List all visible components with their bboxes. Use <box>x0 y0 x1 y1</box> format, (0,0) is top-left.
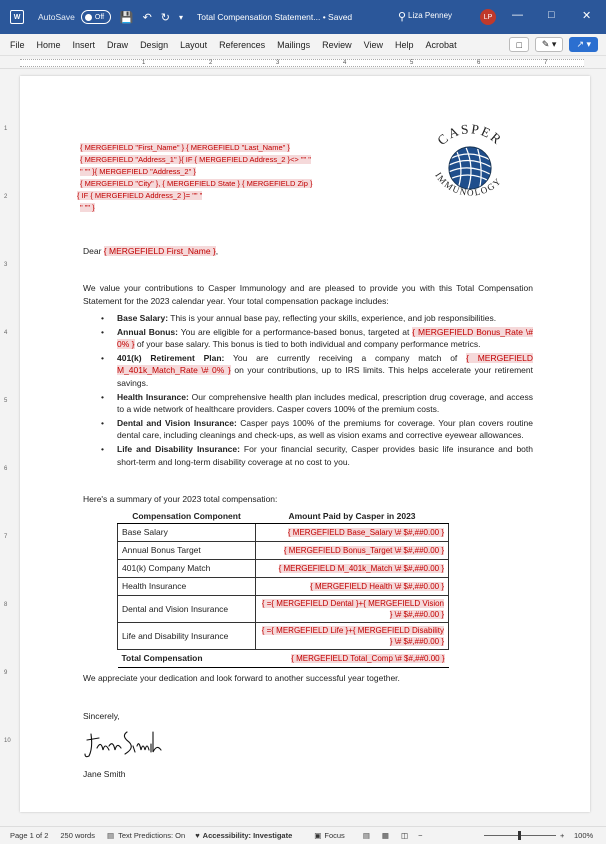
ruler-number: 7 <box>544 60 548 66</box>
page-count[interactable]: Page 1 of 2 <box>10 831 49 840</box>
table-row[interactable] <box>118 577 449 595</box>
list-item-text: This is your annual base pay, reflecting your skills, experience, and job responsibilities. <box>168 313 497 323</box>
vertical-ruler[interactable] <box>4 76 14 816</box>
zoom-out-icon[interactable]: − <box>418 831 423 840</box>
title-bar <box>0 0 606 34</box>
web-layout-icon[interactable]: ◫ <box>401 831 409 840</box>
status-bar <box>0 826 606 844</box>
zoom-slider-thumb[interactable] <box>518 831 521 840</box>
column-header: Amount Paid by Casper in 2023 <box>256 510 449 523</box>
customize-toolbar-icon[interactable]: ▾ <box>179 12 184 22</box>
close-icon[interactable]: ✕ <box>582 10 592 22</box>
signature-image <box>83 726 163 760</box>
bullet-icon: • <box>101 313 104 323</box>
column-header: Compensation Component <box>118 510 256 523</box>
tab-layout[interactable]: Layout <box>180 39 208 50</box>
share-button[interactable] <box>569 37 598 52</box>
list-item-text: For your financial security, Casper provides basic life insurance and both short-term and long-term disability coverage at no cost to you. <box>117 443 533 467</box>
ruler-number: 4 <box>4 330 8 336</box>
horizontal-ruler[interactable] <box>0 57 606 69</box>
component-cell[interactable]: Life and Disability Insurance <box>118 622 256 649</box>
amount-cell[interactable] <box>256 595 449 622</box>
zoom-level[interactable]: 100% <box>574 831 594 840</box>
component-cell[interactable]: Health Insurance <box>118 577 256 595</box>
tab-references[interactable]: References <box>219 39 266 50</box>
bullet-icon: • <box>101 417 104 428</box>
amount-cell[interactable] <box>256 559 449 577</box>
user-name[interactable]: Liza Penney <box>408 11 453 20</box>
share-icon: ↗ ▾ <box>576 39 591 49</box>
predictions-icon: ▤ <box>106 831 115 840</box>
amount-cell[interactable] <box>256 577 449 595</box>
zoom-in-icon[interactable]: + <box>560 831 565 840</box>
intro-paragraph[interactable]: We value your contributions to Casper Immunology and are pleased to provide you with this Total Compensation Statement for the 2023 calendar year. Your total compensation package includes: <box>83 283 533 306</box>
avatar[interactable]: LP <box>480 9 496 25</box>
minimize-icon[interactable]: — <box>512 9 523 21</box>
ruler-number: 1 <box>142 60 146 66</box>
accessibility-icon: ♥ <box>195 831 200 840</box>
ruler-number: 7 <box>4 534 8 540</box>
table-row[interactable] <box>118 622 449 649</box>
table-row[interactable] <box>118 595 449 622</box>
component-cell[interactable]: Dental and Vision Insurance <box>118 595 256 622</box>
tab-file[interactable]: File <box>10 39 25 50</box>
document-page[interactable] <box>20 76 590 812</box>
amount-cell[interactable] <box>256 622 449 649</box>
salutation-text: Dear <box>83 246 104 256</box>
merge-field[interactable]: { MERGEFIELD Base_Salary \# $#,##0.00 } <box>287 527 444 537</box>
word-icon[interactable]: W <box>10 10 24 24</box>
merge-field[interactable]: { MERGEFIELD "City" }, { MERGEFIELD State } { MERGEFIELD Zip } <box>80 179 313 188</box>
merge-field[interactable]: { MERGEFIELD Total_Comp \# $#,##0.00 } <box>291 653 445 663</box>
ruler-number: 4 <box>343 60 347 66</box>
benefits-list[interactable] <box>83 312 533 469</box>
amount-cell[interactable] <box>256 523 449 541</box>
total-label[interactable]: Total Compensation <box>118 649 256 667</box>
address-block[interactable] <box>77 142 360 214</box>
editing-button[interactable] <box>535 37 564 52</box>
autosave-toggle[interactable] <box>81 10 111 24</box>
focus-icon: ▣ <box>314 831 322 840</box>
tab-mailings[interactable]: Mailings <box>277 39 311 50</box>
compensation-table[interactable] <box>117 510 449 668</box>
accessibility-status[interactable]: Accessibility: Investigate <box>202 831 293 840</box>
redo-icon[interactable]: ↻ <box>160 11 171 24</box>
list-item-title: Life and Disability Insurance: <box>117 443 240 454</box>
autosave-label: AutoSave <box>38 12 75 22</box>
tab-insert[interactable]: Insert <box>72 39 96 50</box>
list-item[interactable] <box>83 326 533 351</box>
list-item[interactable] <box>83 312 533 325</box>
total-amount-cell[interactable] <box>256 649 449 667</box>
bullet-icon: • <box>101 443 104 454</box>
list-item-text: of your base salary. This bonus is tied to both individual and company performance metrics. <box>134 339 481 350</box>
toggle-knob <box>85 14 92 21</box>
print-layout-icon[interactable]: ▦ <box>381 831 389 840</box>
focus-button[interactable]: Focus <box>324 831 345 840</box>
merge-field[interactable]: { MERGEFIELD M_401k_Match \# $#,##0.00 } <box>278 563 444 573</box>
list-item-title: Annual Bonus: <box>117 326 178 337</box>
merge-field[interactable]: { MERGEFIELD Bonus_Rate \# 0% } <box>117 326 533 350</box>
autosave-state: Off <box>94 13 105 21</box>
ruler-number: 8 <box>4 602 8 608</box>
merge-field[interactable]: " "" }{ MERGEFIELD "Address_2" } <box>80 167 196 176</box>
tab-help[interactable]: Help <box>395 39 414 50</box>
tab-view[interactable]: View <box>363 39 384 50</box>
list-item-title: Base Salary: <box>117 313 169 323</box>
undo-icon[interactable]: ↶ <box>142 11 152 24</box>
comment-icon: □ <box>516 39 522 50</box>
list-item-text: You are currently receiving a company match of <box>224 352 467 363</box>
ribbon-tabs <box>0 34 606 56</box>
salutation[interactable] <box>83 245 533 258</box>
tab-review[interactable]: Review <box>322 39 352 50</box>
maximize-icon[interactable]: □ <box>548 9 555 21</box>
table-row[interactable] <box>118 523 449 541</box>
ruler-number: 9 <box>4 670 8 676</box>
word-count[interactable]: 250 words <box>60 831 95 840</box>
list-item[interactable] <box>83 352 533 390</box>
closing-paragraph[interactable]: We appreciate your dedication and look forward to another successful year together. <box>83 673 400 683</box>
signer-name[interactable]: Jane Smith <box>83 769 126 779</box>
list-item[interactable] <box>83 417 533 442</box>
component-cell[interactable]: Annual Bonus Target <box>118 541 256 559</box>
component-cell[interactable]: Base Salary <box>118 523 256 541</box>
merge-field[interactable]: { MERGEFIELD Health \# $#,##0.00 } <box>310 581 444 591</box>
merge-field[interactable]: { MERGEFIELD Bonus_Target \# $#,##0.00 } <box>283 545 444 555</box>
list-item-title: Health Insurance: <box>117 391 189 402</box>
list-item-title: 401(k) Retirement Plan: <box>117 352 225 363</box>
list-item-title: Dental and Vision Insurance: <box>117 417 237 428</box>
merge-field[interactable]: " "" } <box>80 203 95 212</box>
table-header-row <box>118 510 449 523</box>
list-item-text: Casper pays 100% of the premiums for coverage. Your plan covers routine dental care, including cleanings and check-ups, as well as vision exams and corrective eyewear allowances. <box>117 417 534 441</box>
total-row[interactable] <box>118 649 449 667</box>
ruler-number: 2 <box>4 194 8 200</box>
merge-field[interactable]: { MERGEFIELD "First_Name" } { MERGEFIELD "Last_Name" } <box>80 143 290 152</box>
table-row[interactable] <box>118 541 449 559</box>
logo-wordmark-bottom: IMMUNOLOGY <box>433 170 504 198</box>
read-mode-icon[interactable]: ▤ <box>362 831 370 840</box>
tab-home[interactable]: Home <box>36 39 61 50</box>
ruler-track <box>20 59 584 67</box>
merge-field[interactable]: { MERGEFIELD M_401k_Match_Rate \# 0% } <box>117 352 533 376</box>
document-title[interactable]: Total Compensation Statement... • Saved <box>197 12 353 22</box>
ruler-number: 3 <box>276 60 280 66</box>
tab-design[interactable]: Design <box>140 39 169 50</box>
salutation-text: , <box>215 246 219 256</box>
list-item[interactable] <box>83 443 533 468</box>
merge-field[interactable]: { ={ MERGEFIELD Dental }+{ MERGEFIELD Vision } \# $#,##0.00 } <box>261 598 444 619</box>
summary-intro[interactable]: Here's a summary of your 2023 total compensation: <box>83 494 278 504</box>
merge-field[interactable]: { MERGEFIELD First_Name } <box>103 246 216 256</box>
ruler-number: 10 <box>4 738 11 744</box>
company-logo <box>422 120 518 216</box>
signoff[interactable]: Sincerely, <box>83 711 120 721</box>
list-item-text: You are eligible for a performance-based bonus, targeted at <box>178 326 413 337</box>
amount-cell[interactable] <box>256 541 449 559</box>
list-item[interactable] <box>83 391 533 416</box>
ruler-number: 1 <box>4 126 8 132</box>
component-cell[interactable]: 401(k) Company Match <box>118 559 256 577</box>
ruler-number: 6 <box>4 466 8 472</box>
ruler-number: 5 <box>4 398 8 404</box>
list-item-text: on your contributions, up to IRS limits. This helps accelerate your retirement savings. <box>117 365 533 388</box>
table-row[interactable] <box>118 559 449 577</box>
ruler-number: 6 <box>477 60 481 66</box>
tab-draw[interactable]: Draw <box>107 39 129 50</box>
ruler-number: 5 <box>410 60 414 66</box>
merge-field[interactable]: { ={ MERGEFIELD Life }+{ MERGEFIELD Disability } \# $#,##0.00 } <box>261 625 444 646</box>
ruler-number: 2 <box>209 60 213 66</box>
bullet-icon: • <box>101 391 104 402</box>
text-predictions[interactable]: Text Predictions: On <box>118 831 186 840</box>
ruler-number: 3 <box>4 262 8 268</box>
logo-wordmark-top: CASPER <box>434 121 506 148</box>
search-icon[interactable]: ⚲ <box>398 11 407 23</box>
tab-acrobat[interactable]: Acrobat <box>425 39 457 50</box>
save-icon[interactable]: 💾 <box>119 11 134 24</box>
list-item-text: Our comprehensive health plan includes medical, prescription drug coverage, and access to a wide network of healthcare providers. Casper covers 100% of the premium costs. <box>117 391 533 415</box>
merge-field[interactable]: { MERGEFIELD "Address_1" }{ IF { MERGEFIELD Address_2 }<> "" " <box>80 155 311 164</box>
pencil-icon: ✎ ▾ <box>541 39 557 49</box>
bullet-icon: • <box>101 326 104 337</box>
comments-button[interactable] <box>509 37 528 52</box>
merge-field[interactable]: { IF { MERGEFIELD Address_2 }= "" " <box>77 191 203 200</box>
bullet-icon: • <box>101 352 104 363</box>
